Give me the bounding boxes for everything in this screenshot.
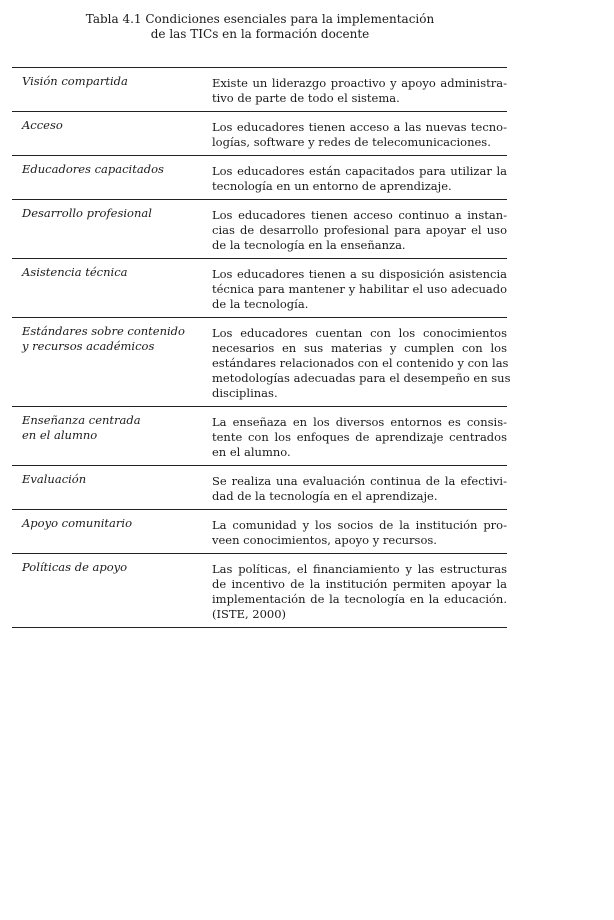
condition-description: [202, 554, 507, 628]
table-row: [12, 200, 507, 259]
description-line: cias de desarrollo profesional para apoyar el uso: [212, 223, 507, 237]
term-line: Educadores capacitados: [22, 162, 164, 176]
description-line: tente con los enfoques de aprendizaje centrados: [212, 430, 507, 444]
description-line: La comunidad y los socios de la institución pro-: [212, 518, 507, 532]
description-line: metodologías adecuadas para el desempeño en sus: [212, 371, 511, 385]
term-line: Apoyo comunitario: [22, 516, 133, 530]
table-row: [12, 510, 507, 554]
condition-description: [202, 68, 507, 112]
description-line: Los educadores tienen a su disposición asistencia: [212, 267, 507, 281]
description-line: Los educadores tienen acceso continuo a instan-: [212, 208, 507, 222]
description-line: logías, software y redes de telecomunicaciones.: [212, 135, 491, 149]
table-row: [12, 112, 507, 156]
table-row: [12, 259, 507, 318]
description-line: Existe un liderazgo proactivo y apoyo administra-: [212, 76, 507, 90]
table-row: [12, 554, 507, 628]
condition-description: [202, 318, 511, 407]
term-line: Visión compartida: [22, 74, 128, 88]
description-line: de la tecnología.: [212, 297, 309, 311]
description-line: Se realiza una evaluación continua de la efectivi-: [212, 474, 507, 488]
condition-term: [12, 156, 202, 200]
condition-term: [12, 318, 202, 407]
condition-term: [12, 407, 202, 466]
description-line: veen conocimientos, apoyo y recursos.: [212, 533, 437, 547]
condition-description: [202, 510, 507, 554]
condition-description: [202, 466, 507, 510]
description-line: de incentivo de la institución permiten apoyar la: [212, 577, 507, 591]
description-line: estándares relacionados con el contenido y con las: [212, 356, 509, 370]
description-line: implementación de la tecnología en la educación.: [212, 592, 507, 606]
term-line: Enseñanza centrada: [22, 413, 141, 427]
term-line: Políticas de apoyo: [22, 560, 128, 574]
term-line: Estándares sobre contenido: [22, 324, 185, 338]
term-line: Asistencia técnica: [22, 265, 128, 279]
caption-line: Tabla 4.1 Condiciones esenciales para la implementación: [85, 12, 435, 26]
description-line: tecnología en un entorno de aprendizaje.: [212, 179, 452, 193]
description-line: disciplinas.: [212, 386, 278, 400]
table-row: [12, 466, 507, 510]
condition-term: [12, 554, 202, 628]
description-line: Los educadores tienen acceso a las nuevas tecno-: [212, 120, 507, 134]
condition-term: [12, 259, 202, 318]
condition-description: [202, 112, 507, 156]
term-line: Desarrollo profesional: [22, 206, 152, 220]
description-line: La enseñaza en los diversos entornos es consis-: [212, 415, 507, 429]
condition-description: [202, 259, 507, 318]
term-line: Acceso: [22, 118, 63, 132]
description-line: dad de la tecnología en el aprendizaje.: [212, 489, 438, 503]
condition-description: [202, 200, 507, 259]
description-line: necesarios en sus materias y cumplen con los: [212, 341, 507, 355]
table-caption: [0, 12, 520, 42]
caption-line: de las TICs en la formación docente: [150, 27, 370, 41]
conditions-table: [12, 67, 511, 628]
table-row: [12, 68, 507, 112]
table-row: [12, 156, 507, 200]
condition-term: [12, 200, 202, 259]
condition-term: [12, 68, 202, 112]
description-line: Los educadores están capacitados para utilizar la: [212, 164, 507, 178]
condition-term: [12, 112, 202, 156]
condition-description: [202, 156, 507, 200]
description-line: técnica para mantener y habilitar el uso adecuado: [212, 282, 507, 296]
description-line: (ISTE, 2000): [212, 607, 287, 621]
condition-description: [202, 407, 507, 466]
condition-term: [12, 510, 202, 554]
description-line: tivo de parte de todo el sistema.: [212, 91, 400, 105]
table-row: [12, 407, 507, 466]
term-line: en el alumno: [22, 428, 98, 442]
condition-term: [12, 466, 202, 510]
table-row: [12, 318, 507, 407]
description-line: Las políticas, el financiamiento y las estructuras: [212, 562, 507, 576]
description-line: en el alumno.: [212, 445, 291, 459]
term-line: Evaluación: [22, 472, 87, 486]
term-line: y recursos académicos: [22, 339, 155, 353]
description-line: de la tecnología en la enseñanza.: [212, 238, 406, 252]
description-line: Los educadores cuentan con los conocimientos: [212, 326, 507, 340]
